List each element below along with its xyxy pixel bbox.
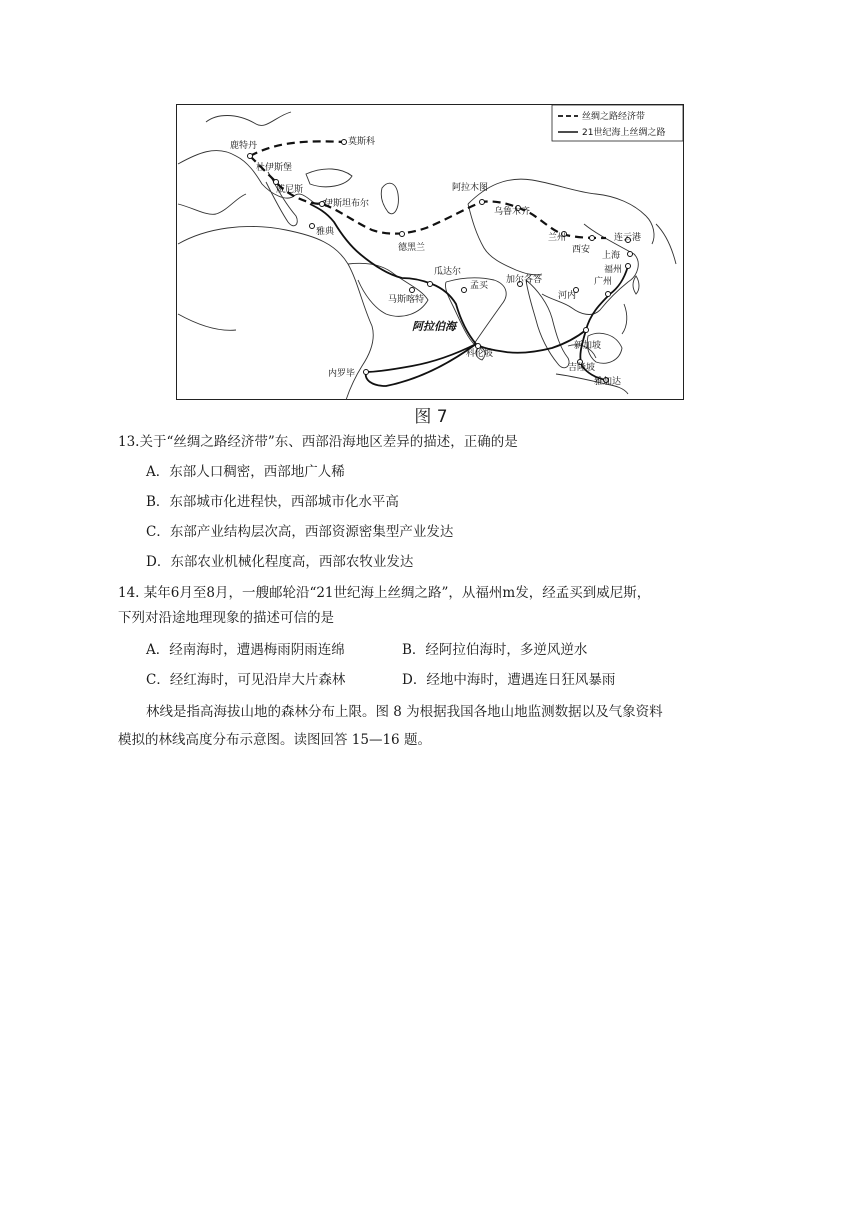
label-muscat: 马斯喀特 xyxy=(388,295,425,305)
label-urumqi: 乌鲁木齐 xyxy=(494,207,531,217)
label-colombo: 科伦坡 xyxy=(466,349,494,359)
question-13-option-d: D．东部农业机械化程度高，西部农牧业发达 xyxy=(146,554,414,570)
label-moscow: 莫斯科 xyxy=(348,137,376,147)
intro-paragraph-line1: 林线是指高海拔山地的森林分布上限。图 8 为根据我国各地山地监测数据以及气象资料 xyxy=(146,704,663,720)
label-tehran: 德黑兰 xyxy=(398,243,426,253)
question-14-option-d: D．经地中海时，遭遇连日狂风暴雨 xyxy=(402,672,616,688)
label-kolkata: 加尔各答 xyxy=(506,275,543,285)
label-arabian-sea: 阿拉伯海 xyxy=(412,320,456,333)
question-14-option-a: A．经南海时，遭遇梅雨阴雨连绵 xyxy=(146,642,345,658)
label-singapore: 新加坡 xyxy=(574,341,602,351)
question-13-option-a: A．东部人口稠密，西部地广人稀 xyxy=(146,464,345,480)
label-venice: 威尼斯 xyxy=(276,185,304,195)
label-xian: 西安 xyxy=(572,245,591,255)
label-gwadar: 瓜达尔 xyxy=(434,267,462,277)
label-mumbai: 孟买 xyxy=(470,281,489,291)
label-nairobi: 内罗毕 xyxy=(328,369,356,379)
legend-land-route: 丝绸之路经济带 xyxy=(582,112,646,122)
label-guangzhou: 广州 xyxy=(594,277,613,287)
question-14-option-b: B．经阿拉伯海时，多逆风逆水 xyxy=(402,642,588,658)
label-fuzhou: 福州 xyxy=(604,265,623,275)
label-lanzhou: 兰州 xyxy=(548,233,567,243)
intro-paragraph-line2: 模拟的林线高度分布示意图。读图回答 15—16 题。 xyxy=(118,732,431,748)
label-athens: 雅典 xyxy=(316,227,335,237)
question-14-stem-line2: 下列对沿途地理现象的描述可信的是 xyxy=(118,610,334,626)
figure-caption: 图 7 xyxy=(414,407,448,427)
question-13-option-c: C．东部产业结构层次高，西部资源密集型产业发达 xyxy=(146,524,454,540)
label-shanghai: 上海 xyxy=(602,251,621,261)
label-istanbul: 伊斯坦布尔 xyxy=(324,199,370,209)
question-14-stem-line1: 14. 某年6月至8月，一艘邮轮沿“21世纪海上丝绸之路”，从福州m发，经孟买到威尼斯， xyxy=(118,585,651,601)
label-jakarta: 雅加达 xyxy=(594,377,622,387)
label-hanoi: 河内 xyxy=(558,291,577,301)
question-13-stem: 13.关于“丝绸之路经济带”东、西部沿海地区差异的描述，正确的是 xyxy=(118,434,518,450)
question-13-option-b: B．东部城市化进程快，西部城市化水平高 xyxy=(146,494,399,510)
label-duisburg: 杜伊斯堡 xyxy=(256,163,293,173)
label-kuala-lumpur: 吉隆坡 xyxy=(568,363,596,373)
legend-sea-route: 21世纪海上丝绸之路 xyxy=(582,128,666,138)
label-lianyungang: 连云港 xyxy=(614,233,642,243)
label-alashankou: 阿拉木图 xyxy=(452,183,489,193)
label-rotterdam: 鹿特丹 xyxy=(230,141,258,151)
question-14-option-c: C．经红海时，可见沿岸大片森林 xyxy=(146,672,346,688)
map-svg xyxy=(176,104,684,400)
silk-road-map xyxy=(176,104,684,400)
map-legend xyxy=(552,105,683,141)
